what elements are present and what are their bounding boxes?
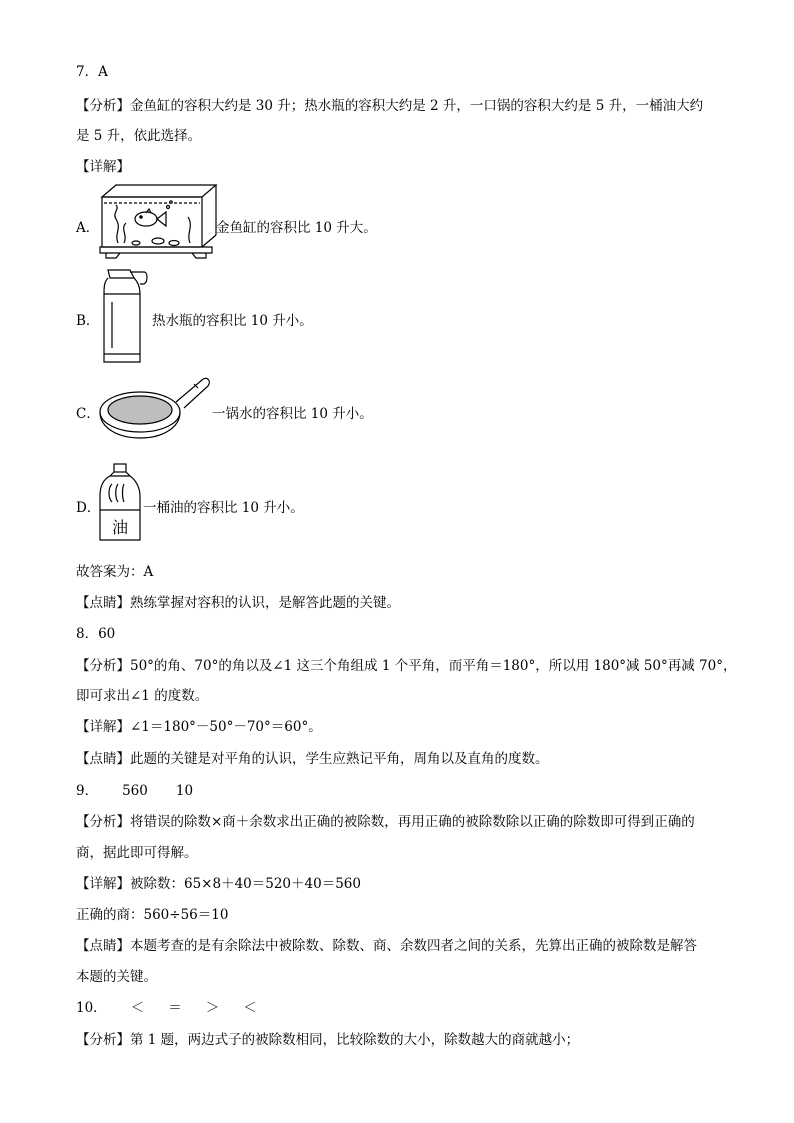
q9-detail-line-2: 正确的商：560÷56＝10 [76,907,229,923]
q10-answer-1: ＜ [130,1000,145,1016]
q8-key-point: 【点睛】此题的关键是对平角的认识，学生应熟记平角，周角以及直角的度数。 [76,751,549,767]
q9-analysis-line-2: 商，据此即可得解。 [76,845,198,861]
q10-answer-2: ＝ [168,1000,182,1016]
oil-bottle-icon [98,462,142,544]
q9-answer-a: 560 [122,783,148,799]
option-d-text: 一桶油的容积比 10 升小。 [143,500,304,516]
option-d-label: D． [76,500,101,516]
q8-detail: 【详解】∠1＝180°－50°－70°＝60°。 [76,719,322,735]
q7-analysis-line-2: 是 5 升，依此选择。 [76,128,202,144]
oil-bottle-label: 油 [111,518,129,537]
option-c-text: 一锅水的容积比 10 升小。 [212,406,373,422]
q10-analysis-line-1: 【分析】第 1 题，两边式子的被除数相同，比较除数的大小，除数越大的商就越小； [76,1032,580,1048]
q8-answer-line: 8．60 [76,626,116,642]
q9-answer-b: 10 [175,783,194,799]
q7-key-point: 【点睛】熟练掌握对容积的认识，是解答此题的关键。 [76,595,400,611]
q10-answer-line [76,999,257,1017]
option-c-label: C． [76,406,100,422]
option-b-text: 热水瓶的容积比 10 升小。 [152,313,313,329]
option-b-label: B． [76,313,100,329]
option-a-text: 金鱼缸的容积比 10 升大。 [216,220,377,236]
q9-answer-line [76,782,193,800]
q10-answer-4: ＜ [243,1000,257,1016]
thermos-icon [100,268,152,366]
q7-conclusion: 故答案为：A [76,564,154,580]
q9-key-point-line-1: 【点睛】本题考查的是有余除法中被除数、除数、商、余数四者之间的关系，先算出正确的被除数是解答 [76,938,697,954]
option-a-label: A． [76,220,100,236]
pan-icon [98,372,212,442]
q8-analysis-line-2: 即可求出∠1 的度数。 [76,688,209,704]
q9-number: 9． [76,783,99,799]
q7-detail-heading: 【详解】 [76,159,130,175]
q10-answer-3: ＞ [205,1000,220,1016]
q10-number: 10． [76,1000,107,1016]
q7-answer-line: 7．A [76,64,108,80]
q9-key-point-line-2: 本题的关键。 [76,969,157,985]
q9-detail-line-1: 【详解】被除数：65×8＋40＝520＋40＝560 [76,876,361,892]
q7-analysis-line-1: 【分析】金鱼缸的容积大约是 30 升；热水瓶的容积大约是 2 升，一口锅的容积大约是 5 升，一桶油大约 [76,98,704,114]
q8-analysis-line-1: 【分析】50°的角、70°的角以及∠1 这三个角组成 1 个平角，而平角＝180°，所以用 180°减 50°再减 70°， [76,658,737,674]
q9-analysis-line-1: 【分析】将错误的除数×商＋余数求出正确的被除数，再用正确的被除数除以正确的除数即可得到正确的 [76,814,695,830]
fish-tank-icon [98,183,218,259]
